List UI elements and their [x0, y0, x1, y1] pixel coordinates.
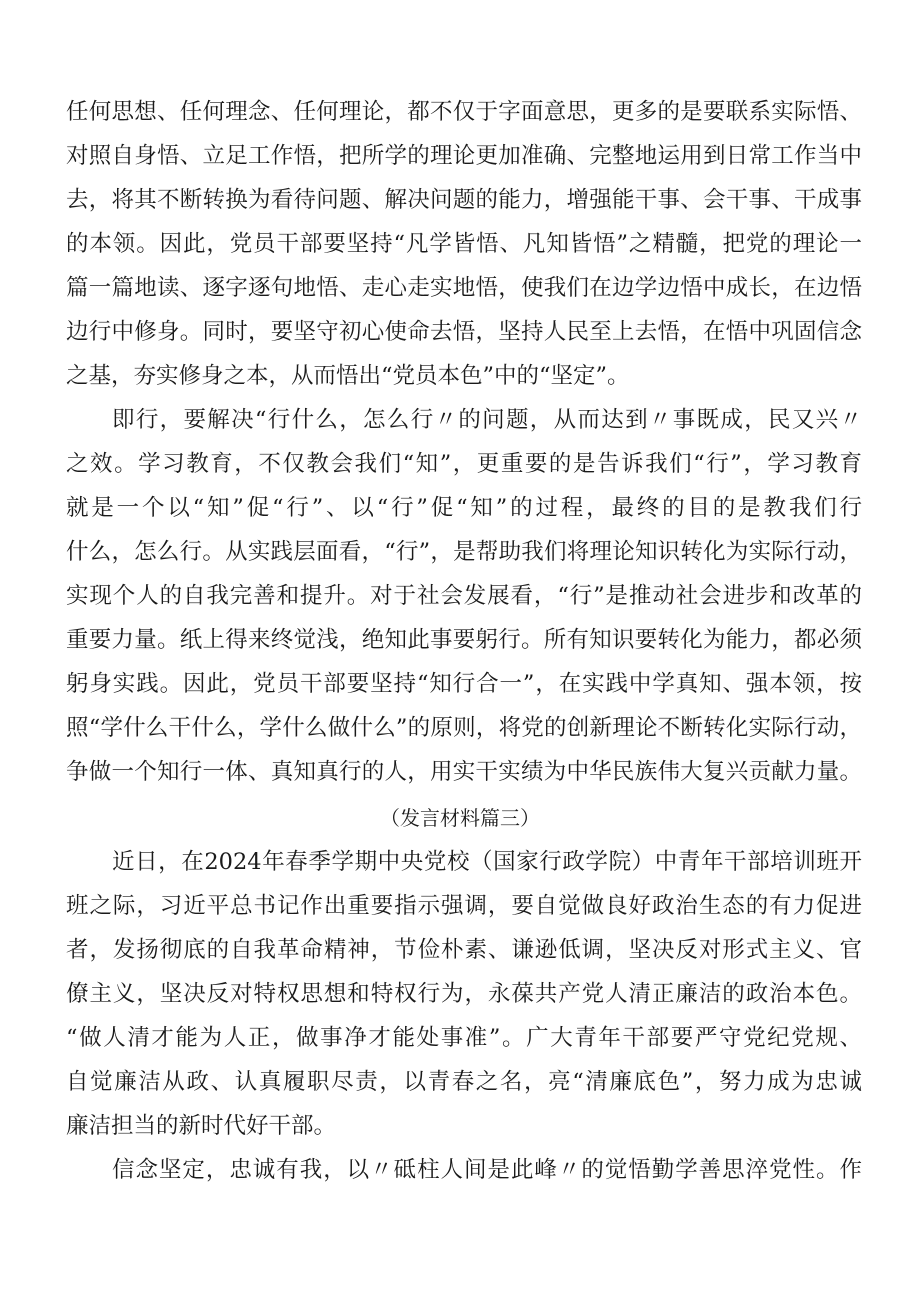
text-line: 什么，怎么行。从实践层面看，“行”，是帮助我们将理论知识转化为实际行动，: [66, 539, 862, 565]
text-line: 争做一个知行一体、真知真行的人，用实干实绩为中华民族伟大复兴贡献力量。: [66, 759, 862, 785]
text-line: 廉洁担当的新时代好干部。: [66, 1113, 337, 1139]
text-line: 即行，要解决“行什么，怎么行〃的问题，从而达到〃事既成，民又兴〃: [112, 407, 862, 433]
text-line: 班之际，习近平总书记作出重要指示强调，要自觉做良好政治生态的有力促进: [66, 893, 862, 919]
text-line: 之效。学习教育，不仅教会我们“知”，更重要的是告诉我们“行”，学习教育: [66, 451, 862, 477]
text-line: 边行中修身。同时，要坚守初心使命去悟，坚持人民至上去悟，在悟中巩固信念: [66, 319, 862, 345]
text-line: 实现个人的自我完善和提升。对于社会发展看，“行”是推动社会进步和改革的: [66, 583, 862, 609]
text-line: 之基，夯实修身之本，从而悟出“党员本色”中的“坚定”。: [66, 363, 630, 389]
text-line: 去，将其不断转换为看待问题、解决问题的能力，增强能干事、会干事、干成事: [66, 187, 862, 213]
text-line: 僚主义，坚决反对特权思想和特权行为，永葆共产党人清正廉洁的政治本色。: [66, 981, 862, 1007]
text-line: 的本领。因此，党员干部要坚持“凡学皆悟、凡知皆悟”之精髓，把党的理论一: [66, 231, 862, 257]
text-line: 躬身实践。因此，党员干部要坚持“知行合一”，在实践中学真知、强本领，按: [66, 671, 862, 697]
text-line: “做人清才能为人正，做事净才能处事准”。广大青年干部要严守党纪党规、: [66, 1025, 862, 1051]
section-heading: （发言材料篇三）: [380, 806, 540, 830]
text-line: 信念坚定，忠诚有我，以〃砥柱人间是此峰〃的觉悟勤学善思淬党性。作: [112, 1157, 862, 1183]
text-line: 篇一篇地读、逐字逐句地悟、走心走实地悟，使我们在边学边悟中成长，在边悟: [66, 275, 862, 301]
text-line: 任何思想、任何理念、任何理论，都不仅于字面意思，更多的是要联系实际悟、: [66, 99, 862, 125]
text-line: 自觉廉洁从政、认真履职尽责，以青春之名，亮“清廉底色”，努力成为忠诚: [66, 1069, 862, 1095]
text-line: 重要力量。纸上得来终觉浅，绝知此事要躬行。所有知识要转化为能力，都必须: [66, 627, 862, 653]
text-line: 近日，在2024年春季学期中央党校（国家行政学院）中青年干部培训班开: [112, 849, 862, 875]
text-line: 照“学什么干什么，学什么做什么”的原则，将党的创新理论不断转化实际行动，: [66, 715, 862, 741]
text-line: 者，发扬彻底的自我革命精神，节俭朴素、谦逊低调，坚决反对形式主义、官: [66, 937, 862, 963]
text-line: 就是一个以“知”促“行”、以“行”促“知”的过程，最终的目的是教我们行: [66, 495, 862, 521]
text-line: 对照自身悟、立足工作悟，把所学的理论更加准确、完整地运用到日常工作当中: [66, 143, 862, 169]
